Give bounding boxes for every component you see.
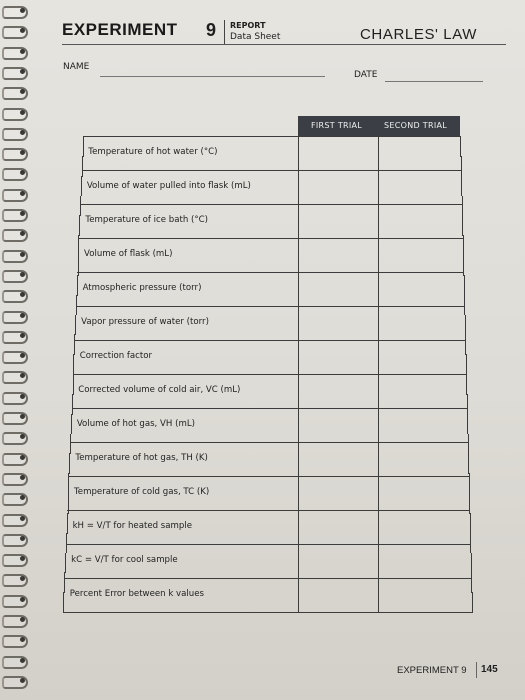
table-right-border xyxy=(461,156,462,177)
table-right-border xyxy=(463,235,464,256)
first-trial-cell[interactable] xyxy=(299,273,377,305)
first-trial-cell[interactable] xyxy=(299,239,377,271)
table-left-border xyxy=(72,394,73,415)
table-right-border xyxy=(463,255,464,276)
table-right-border xyxy=(467,394,468,415)
row-label: Volume of water pulled into flask (mL) xyxy=(86,181,251,191)
table-left-border xyxy=(83,136,84,157)
table-right-border xyxy=(464,295,465,316)
second-trial-cell[interactable] xyxy=(379,477,468,509)
row-label: Temperature of hot water (°C) xyxy=(88,147,218,157)
second-trial-cell[interactable] xyxy=(379,409,466,441)
page-title: CHARLES' LAW xyxy=(360,26,478,43)
second-trial-cell[interactable] xyxy=(379,171,460,203)
second-trial-cell[interactable] xyxy=(379,137,459,169)
first-trial-cell[interactable] xyxy=(299,443,377,475)
date-label: DATE xyxy=(354,70,378,80)
column-header-first-trial: FIRST TRIAL xyxy=(311,121,363,130)
first-trial-cell[interactable] xyxy=(299,579,377,611)
table-left-border xyxy=(80,196,81,217)
row-label: Volume of flask (mL) xyxy=(84,249,173,259)
table-left-border xyxy=(64,572,65,593)
table-left-border xyxy=(78,235,79,256)
first-trial-cell[interactable] xyxy=(299,477,377,509)
first-trial-cell[interactable] xyxy=(299,205,377,237)
row-label: Temperature of ice bath (°C) xyxy=(85,215,209,225)
table-right-border xyxy=(462,196,463,217)
table-right-border xyxy=(464,275,465,296)
second-trial-cell[interactable] xyxy=(379,545,470,577)
first-trial-cell[interactable] xyxy=(299,341,377,373)
table-left-border xyxy=(68,493,69,514)
row-label: Correction factor xyxy=(79,351,153,361)
table-left-border xyxy=(77,275,78,296)
table-left-border xyxy=(82,156,83,177)
table-right-border xyxy=(468,453,469,474)
first-trial-cell[interactable] xyxy=(299,409,377,441)
table-left-border xyxy=(79,215,80,236)
table-right-border xyxy=(462,215,463,236)
table-right-border xyxy=(471,553,472,574)
row-label: Corrected volume of cold air, VC (mL) xyxy=(78,385,241,395)
row-label: Atmospheric pressure (torr) xyxy=(82,283,202,293)
table-left-border xyxy=(78,255,79,276)
second-trial-cell[interactable] xyxy=(379,239,462,271)
table-right-border xyxy=(461,176,462,197)
table-left-border xyxy=(69,453,70,474)
table-right-border xyxy=(470,513,471,534)
row-label: kH = V/T for heated sample xyxy=(72,521,193,531)
second-trial-cell[interactable] xyxy=(379,511,469,543)
row-label: kC = V/T for cool sample xyxy=(71,555,178,565)
table-left-border xyxy=(75,315,76,336)
second-trial-cell[interactable] xyxy=(379,273,463,305)
experiment-number: 9 xyxy=(206,20,217,40)
row-label: Vapor pressure of water (torr) xyxy=(81,317,209,327)
table-right-border xyxy=(472,592,473,613)
second-trial-cell[interactable] xyxy=(379,307,464,339)
table-right-border xyxy=(467,414,468,435)
table-row-line xyxy=(63,612,473,613)
table-right-border xyxy=(469,493,470,514)
table-left-border xyxy=(76,295,77,316)
table-left-border xyxy=(74,334,75,355)
table-left-border xyxy=(81,176,82,197)
page-number: 145 xyxy=(481,664,498,675)
footer-experiment: EXPERIMENT 9 xyxy=(397,665,467,676)
name-label: NAME xyxy=(63,62,90,72)
table-left-border xyxy=(71,414,72,435)
table-right-border xyxy=(465,334,466,355)
row-label: Volume of hot gas, VH (mL) xyxy=(76,419,195,429)
table-right-border xyxy=(471,572,472,593)
second-trial-cell[interactable] xyxy=(379,375,465,407)
row-label: Temperature of cold gas, TC (K) xyxy=(74,487,210,497)
table-left-border xyxy=(70,434,71,455)
table-left-border xyxy=(68,473,69,494)
table-left-border xyxy=(65,553,66,574)
table-left-border xyxy=(73,354,74,375)
table-right-border xyxy=(466,354,467,375)
report-label: REPORT xyxy=(230,21,266,30)
second-trial-cell[interactable] xyxy=(379,205,461,237)
first-trial-cell[interactable] xyxy=(299,375,377,407)
row-label: Temperature of hot gas, TH (K) xyxy=(75,453,208,463)
table-left-border xyxy=(67,513,68,534)
row-label: Percent Error between k values xyxy=(69,589,205,599)
table-right-border xyxy=(465,315,466,336)
column-header-second-trial: SECOND TRIAL xyxy=(384,121,448,130)
table-right-border xyxy=(468,434,469,455)
table-right-border xyxy=(470,533,471,554)
second-trial-cell[interactable] xyxy=(379,579,471,611)
experiment-label: EXPERIMENT xyxy=(62,20,178,39)
footer-divider xyxy=(476,662,477,678)
table-left-border xyxy=(73,374,74,395)
first-trial-cell[interactable] xyxy=(299,511,377,543)
first-trial-cell[interactable] xyxy=(299,307,377,339)
table-right-border xyxy=(466,374,467,395)
first-trial-cell[interactable] xyxy=(299,137,377,169)
table-right-border xyxy=(469,473,470,494)
first-trial-cell[interactable] xyxy=(299,545,377,577)
second-trial-cell[interactable] xyxy=(379,443,467,475)
report-subtitle: Data Sheet xyxy=(230,32,281,42)
first-trial-cell[interactable] xyxy=(299,171,377,203)
table-right-border xyxy=(460,136,461,157)
table-left-border xyxy=(63,592,64,613)
table-left-border xyxy=(66,533,67,554)
second-trial-cell[interactable] xyxy=(379,341,465,373)
